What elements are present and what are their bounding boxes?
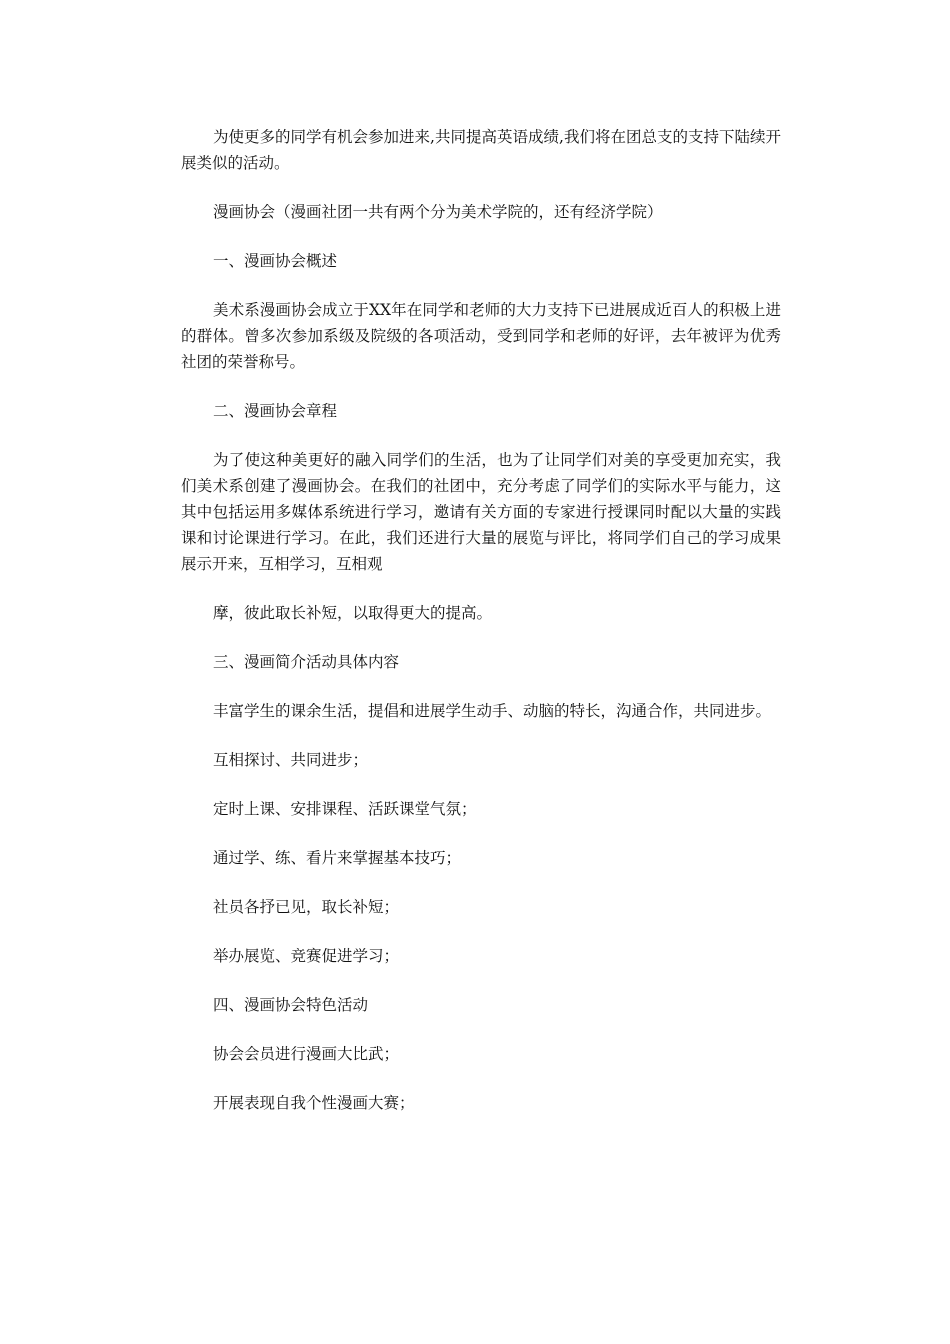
activity-item: 举办展览、竞赛促进学习； [213,947,400,965]
activity-item: 社员各抒已见，取长补短； [213,898,400,916]
club-title: 漫画协会（漫画社团一共有两个分为美术学院的，还有经济学院） [213,203,663,221]
section-heading-charter: 二、漫画协会章程 [213,402,338,420]
intro-paragraph: 为使更多的同学有机会参加进来,共同提高英语成绩,我们将在团总支的支持下陆续开展类似的活动。 [181,128,781,172]
activity-item: 通过学、练、看片来掌握基本技巧； [213,849,462,867]
document-body [181,124,781,1139]
activity-item: 定时上课、安排课程、活跃课堂气氛； [213,800,477,818]
section-heading-activities: 三、漫画简介活动具体内容 [213,653,400,671]
activities-intro-paragraph: 丰富学生的课余生活，提倡和进展学生动手、动脑的特长，沟通合作，共同进步。 [213,702,772,720]
charter-paragraph: 为了使这种美更好的融入同学们的生活，也为了让同学们对美的享受更加充实，我们美术系创建了漫画协会。在我们的社团中，充分考虑了同学们的实际水平与能力，这其中包括运用多媒体系统进行学习，邀请有关方面的专家进行授课同时配以大量的实践课和讨论课进行学习。在此，我们还进行大量的展览与评比，将同学们自己的学习成果展示开来，互相学习，互相观 [181,451,781,573]
section-heading-special-activities: 四、漫画协会特色活动 [213,996,369,1014]
activity-item: 互相探讨、共同进步； [213,751,369,769]
charter-paragraph-continued: 摩，彼此取长补短，以取得更大的提高。 [213,604,493,622]
special-activity-item: 开展表现自我个性漫画大赛； [213,1094,415,1112]
section-heading-overview: 一、漫画协会概述 [213,252,338,270]
special-activity-item: 协会会员进行漫画大比武； [213,1045,400,1063]
overview-paragraph: 美术系漫画协会成立于XX年在同学和老师的大力支持下已进展成近百人的积极上进的群体。曾多次参加系级及院级的各项活动，受到同学和老师的好评，去年被评为优秀社团的荣誉称号。 [181,301,781,371]
